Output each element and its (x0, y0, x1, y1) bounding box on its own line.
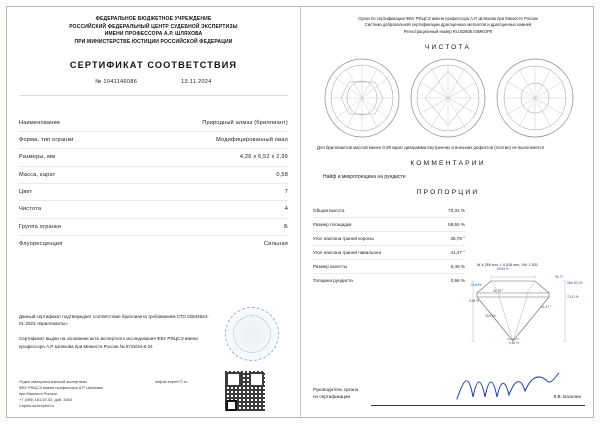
clarity-note: Для бриллиантов массой менее 0,99 карат диаграмма внутренних и внешних дефектов (плотин) не выполняется (317, 144, 544, 150)
footer-website (155, 379, 187, 385)
table-row (19, 131, 288, 148)
left-panel (7, 7, 300, 419)
footer-contact-block (19, 379, 131, 409)
organization-line-2: РОССИЙСКИЙ ФЕДЕРАЛЬНЫЙ ЦЕНТР СУДЕБНОЙ ЭКСПЕРТИЗЫ (69, 23, 238, 30)
prop-label: Угол наклона граней короны (313, 232, 435, 246)
table-row (313, 260, 465, 274)
qr-code-corner-icon (226, 400, 237, 411)
spec-value: Модифицированный овал (123, 131, 288, 148)
title-divider (19, 95, 288, 96)
spec-label: Форма, тип огранки (19, 131, 123, 148)
diagram-label-crown-angle: 36,78 ° (493, 289, 504, 293)
prop-label: Размер калетты (313, 260, 435, 274)
table-row (313, 274, 465, 288)
spec-label: Флуоресценция (19, 236, 123, 253)
signature-line (371, 405, 585, 406)
prop-value: 0,96 % (435, 274, 465, 288)
clarity-diagram-crown-icon (323, 57, 401, 139)
proportions-diagram (469, 259, 587, 357)
diagram-label-lower-girdle: 95,77 (555, 275, 563, 279)
right-panel (301, 7, 595, 419)
spec-value: Сильная (123, 236, 288, 253)
footer-line-1: Отдел минералогической экспертизы (19, 379, 87, 384)
prop-label: Размер площадки (313, 218, 435, 232)
organization-block (19, 16, 288, 46)
certificate-number: № 1041146086 (95, 79, 138, 86)
certification-body-line-2: Система добровольной сертификации драгоценных металлов и драгоценных камней (364, 22, 532, 28)
diagram-label-star: Star 52,0% (567, 281, 583, 285)
table-row (313, 218, 465, 232)
certificate-meta (19, 79, 288, 85)
table-row (313, 246, 465, 260)
diagram-label-total-depth: 70,31 % (567, 295, 579, 299)
footer-line-2: ФБУ РФЦСЭ имени профессора А.Р. Шляхова (19, 385, 103, 391)
clarity-diagram-profile-icon (495, 57, 575, 139)
prop-value: 41,47 ° (435, 246, 465, 260)
diagram-label-crown-height: 15,63% (471, 283, 482, 287)
clarity-section-title: ЧИСТОТА (424, 43, 472, 51)
diagram-label-pavilion-angle: 41,47 ° (541, 305, 552, 309)
spec-value: Б (123, 218, 288, 235)
spec-value: Природный алмаз (бриллиант) (202, 119, 288, 126)
prop-label: Общая высота (313, 208, 345, 214)
page-title: СЕРТИФИКАТ СООТВЕТСТВИЯ (69, 60, 238, 71)
specifications-table (19, 114, 288, 252)
diagram-top-dimension: W 4,255 mm, L 6,518 mm, LW: 1,531 (477, 263, 539, 267)
legal-paragraph-1: Данный сертификат подтверждает соответствие бриллианта требованиям СТО 02844624-01-2023 «Бриллианты» (19, 314, 209, 327)
spec-value: 7 (123, 183, 288, 200)
prop-value: 59,55 % (435, 218, 465, 232)
prop-label: Угол наклона граней павильона (313, 246, 435, 260)
handwritten-signature-icon (451, 371, 571, 405)
table-row (19, 201, 288, 218)
table-row (313, 204, 465, 218)
certification-body-line-1: Орган по сертификации ФБУ РФЦСЭ имени профессора А.Р. Шляхова при Минюсте России (358, 16, 538, 21)
table-row (313, 232, 465, 246)
diagram-label-culet: 0,46 % (509, 341, 519, 345)
proportions-section-title: ПРОПОРЦИИ (416, 189, 480, 197)
signature-role (313, 387, 358, 400)
spec-value: 4,26 x 6,52 x 2,99 (123, 149, 288, 166)
footer-website-url: mirjust-expert77.ru (155, 379, 188, 384)
certificate-date: 13.11.2024 (181, 79, 212, 86)
footer-line-4: +7 (495) 181-57-52, доб. 3403 (19, 397, 73, 403)
seal-stamp-icon (225, 307, 279, 361)
spec-value: 0,58 (123, 166, 288, 183)
table-row (19, 114, 288, 131)
organization-line-3: ИМЕНИ ПРОФЕССОРА А.Р. ШЛЯХОВА (104, 31, 203, 38)
comments-text: Найф и микротрещина на рундисте (323, 174, 406, 181)
clarity-diagram-pavilion-icon (409, 57, 487, 139)
table-row (19, 166, 288, 183)
clarity-diagrams (313, 55, 583, 141)
organization-line-1: ФЕДЕРАЛЬНОЕ БЮДЖЕТНОЕ УЧРЕЖДЕНИЕ (95, 16, 212, 22)
signature-role-line-1: Руководитель органа (313, 387, 359, 392)
spec-label: Цвет (19, 183, 123, 200)
table-row (19, 218, 288, 235)
proportions-table (313, 204, 465, 287)
spec-label: Чистота (19, 201, 123, 218)
prop-value: 0,46 % (435, 260, 465, 274)
prop-value: 36,78 ° (435, 232, 465, 246)
certification-body-line-3: Регистрационный номер RU.В2805.04МКОР0 (403, 28, 493, 34)
footer-line-3: при Минюсте России (19, 391, 57, 397)
table-row (19, 183, 288, 200)
spec-label: Группа огранки (19, 218, 123, 235)
legal-text (19, 313, 214, 358)
spec-label: Наименование (19, 119, 61, 126)
certificate-sheet (6, 6, 594, 418)
organization-line-4: ПРИ МИНИСТЕРСТВЕ ЮСТИЦИИ РОССИЙСКОЙ ФЕДЕРАЦИИ (74, 38, 233, 45)
spec-value: 4 (123, 201, 288, 218)
signature-name: К.В. Базолин (553, 394, 581, 399)
diagram-label-table: 59,55 % (497, 267, 509, 271)
signature-role-line-2: по сертификации (313, 393, 351, 399)
table-row (19, 236, 288, 253)
spec-label: Масса, карат (19, 166, 123, 183)
certification-body-block (313, 16, 583, 35)
spec-label: Размеры, мм (19, 149, 123, 166)
prop-value: 70,31 % (448, 208, 465, 214)
prop-label: Толщина рундиста (313, 274, 435, 288)
legal-paragraph-2: Сертификат выдан на основании акта экспертного исследования ФБУ РФЦСЭ имени профессора А.Р. Шляхова при Минюсте России № 5725/34-6-24 (19, 336, 198, 349)
comments-section-title: КОММЕНТАРИИ (410, 160, 486, 168)
diagram-label-girdle: 0,96 % (469, 299, 479, 303)
footer-line-5: Copies.sudexpert.ru (19, 403, 54, 409)
table-row (19, 149, 288, 166)
diagram-label-pavilion-depth: 43,93% (485, 314, 496, 318)
